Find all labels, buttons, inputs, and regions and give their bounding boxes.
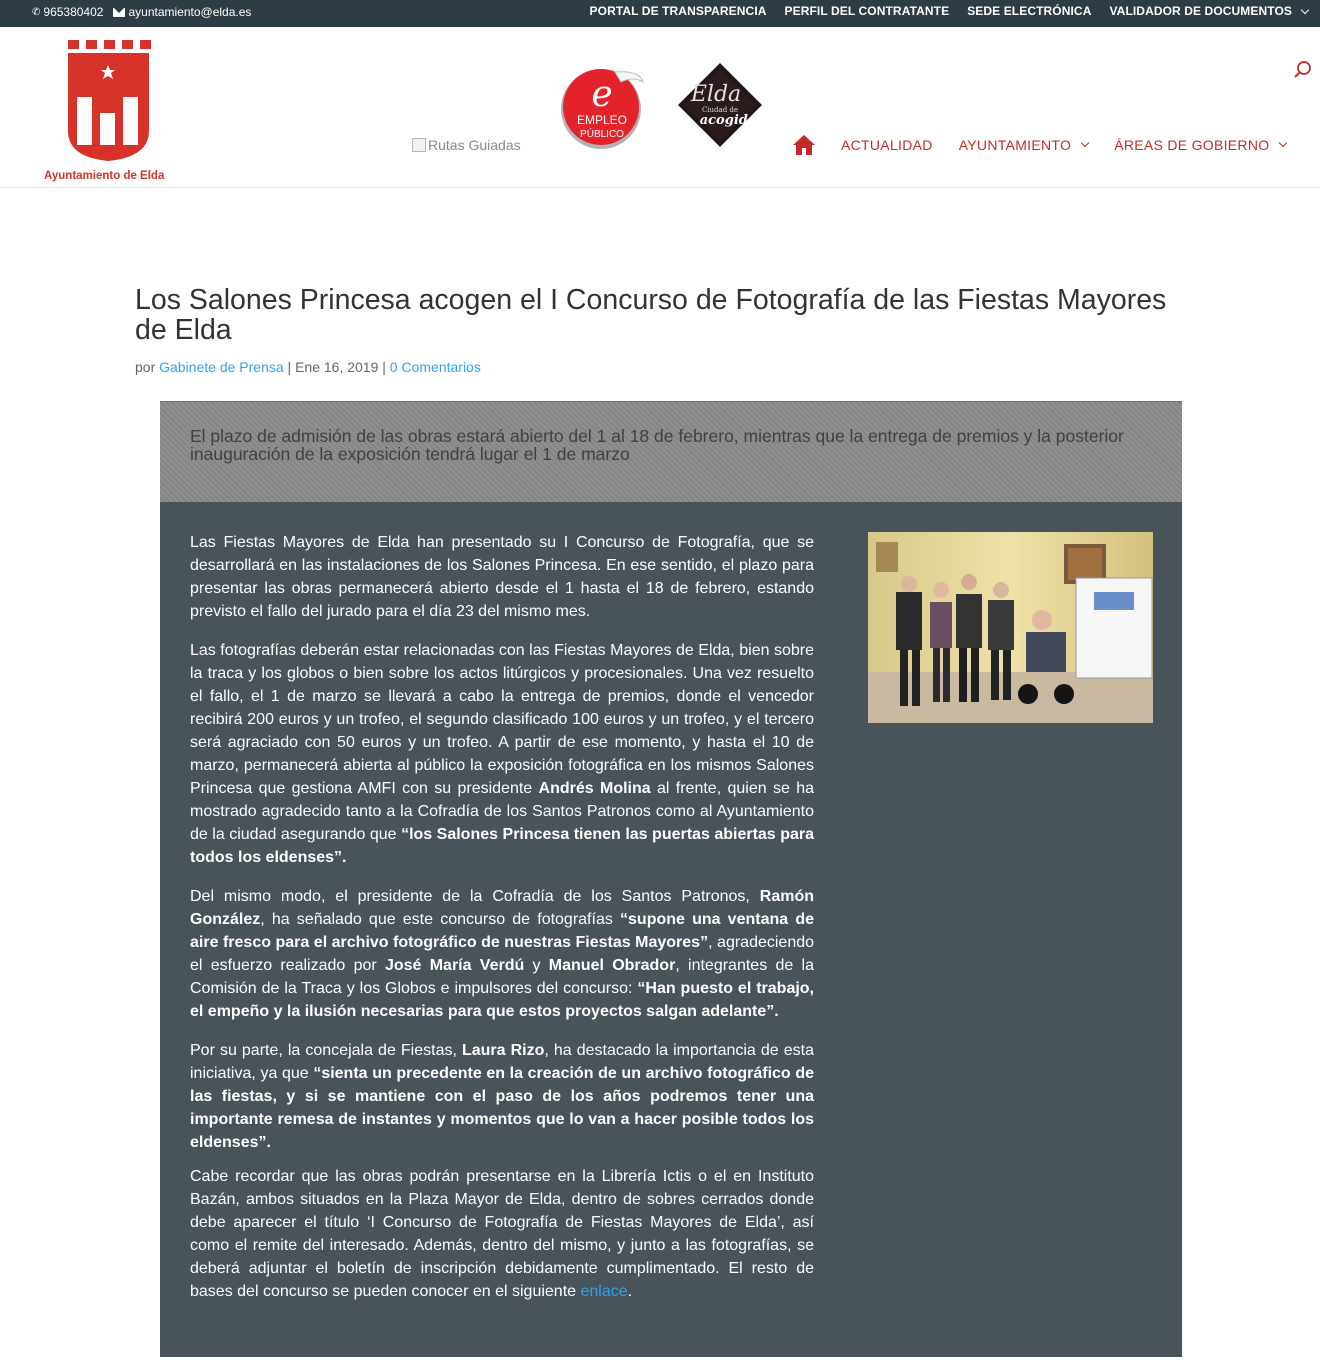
paragraph-3: Del mismo modo, el presidente de la Cofradía de los Santos Patronos, Ramón González, ha señalado que este concurso de fotografías “supone una ventana de aire fresco para el archivo fotográfico de nuestras Fiestas Mayores”, agradeciendo el esfuerzo realizado por José María Verdú y Manuel Obrador, integrantes de la Comisión de la Traca y los Globos e impulsores del concurso: “Han puesto el trabajo, el empeño y la ilusión necesarias para que estos proyectos salgan adelante”. — [190, 888, 815, 1020]
comments-link[interactable]: 0 Comentarios — [389, 359, 481, 375]
acogida-line2: Ciudad de — [701, 106, 739, 114]
nav-ayuntamiento-label: AYUNTAMIENTO — [958, 137, 1072, 153]
top-nav — [590, 0, 1308, 22]
empleo-line1: EMPLEO — [576, 113, 628, 127]
paragraph-1: Las Fiestas Mayores de Elda han presentado su I Concurso de Fotografía, que se desarrollará en las instalaciones de los Salones Princesa. En ese sentido, el plazo para presentar las obras permanecerá abierto desde el 1 hasta el 18 de febrero, estando previsto el fallo del jurado para el día 23 del mismo mes. — [190, 534, 814, 620]
svg-text:e: e — [591, 74, 613, 115]
phone-contact[interactable] — [32, 5, 103, 19]
meta-separator: | — [382, 359, 390, 375]
subhead-text: El plazo de admisión de las obras estará abierto del 1 al 18 de febrero, mientras que la entrega de premios y la posterior inauguración de la exposición tendrá lugar el 1 de marzo — [190, 426, 1124, 464]
ayuntamiento-logo[interactable] — [42, 39, 177, 185]
paragraph-5: Cabe recordar que las obras podrán presentarse en la Librería Ictis o el en Instituto Bazán, ambos situados en la Plaza Mayor de Elda, dentro de sobres cerrados donde debe aparecer el título ‘I Concurso de Fotografía de Fiestas Mayores de Elda’, así como el remite del interesado. Además, dentro del mismo, y junto a las fotografías, se deberá adjuntar el boletín de inscripción debidamente cumplimentado. El resto de bases del concurso se pueden conocer en el siguiente enlace. — [190, 1168, 814, 1300]
paragraph-2: Las fotografías deberán estar relacionadas con las Fiestas Mayores de Elda, bien sobre la traca y los globos o bien sobre los actos litúrgicos y procesionales. Una vez resuelto el fallo, el 1 de marzo se llevará a cabo la entrega de premios, donde el vencedor recibirá 200 euros y un trofeo, el segundo clasificado 100 euros y un trofeo, y el tercero será agraciado con 50 euros y un trofeo. A partir de ese momento, y hasta el 10 de marzo, permanecerá abierta al público la exposición fotográfica en los mismos Salones Princesa que gestiona AMFI con su presidente Andrés Molina al frente, quien se ha mostrado agradecido tanto a la Cofradía de los Santos Patronos como al Ayuntamiento de la ciudad asegurando que “los Salones Princesa tienen las puertas abiertas para todos los eldenses”. — [190, 642, 814, 866]
article-card — [160, 401, 1182, 1357]
article-date: Ene 16, 2019 — [295, 359, 379, 375]
phone-number: 965380402 — [43, 5, 104, 19]
link-portal-transparencia[interactable]: PORTAL DE TRANSPARENCIA — [589, 4, 767, 18]
email-address: ayuntamiento@elda.es — [128, 5, 252, 19]
rutas-guiadas-link[interactable] — [412, 137, 521, 153]
nav-ayuntamiento[interactable] — [959, 137, 1089, 153]
mail-icon — [113, 8, 125, 17]
home-icon[interactable] — [792, 134, 816, 156]
email-contact[interactable] — [113, 5, 251, 19]
acogida-line1: Elda — [690, 82, 742, 107]
search-icon[interactable] — [1293, 60, 1313, 80]
logo-caption: Ayuntamiento de Elda — [44, 170, 165, 182]
contact-info — [32, 0, 251, 24]
link-sede-electronica[interactable]: SEDE ELECTRÓNICA — [967, 4, 1092, 18]
article-meta — [135, 359, 481, 375]
broken-image-icon — [412, 138, 426, 152]
article-body — [190, 531, 814, 1319]
enlace-link[interactable]: enlace — [580, 1283, 628, 1300]
empleo-publico-badge[interactable] — [555, 62, 649, 150]
ciudad-de-acogida-badge[interactable] — [676, 61, 764, 149]
top-bar — [0, 0, 1320, 27]
article-subhead — [160, 401, 1182, 502]
validador-label: VALIDADOR DE DOCUMENTOS — [1109, 4, 1292, 18]
author-link[interactable]: Gabinete de Prensa — [159, 359, 284, 375]
paragraph-4: Por su parte, la concejala de Fiestas, Laura Rizo, ha destacado la importancia de esta iniciativa, ya que “sienta un precedente en la creación de un archivo fotográfico de las fiestas, y si se mantiene con el paso de los años podremos tener una importante remesa de instantes y momentos que lo van a hacer posible todos los eldenses”. — [190, 1042, 815, 1151]
nav-areas-de-gobierno[interactable] — [1114, 137, 1286, 153]
link-validador-documentos[interactable] — [1109, 4, 1308, 18]
chevron-down-icon — [1081, 139, 1089, 147]
link-perfil-contratante[interactable]: PERFIL DEL CONTRATANTE — [784, 4, 950, 18]
main-nav — [792, 127, 1312, 163]
meta-by: por — [135, 359, 156, 375]
acogida-line3: acogida — [699, 113, 757, 128]
article-photo[interactable] — [868, 532, 1153, 723]
empleo-line2: PÚBLICO — [580, 129, 624, 140]
rutas-guiadas-alt: Rutas Guiadas — [428, 137, 521, 153]
meta-separator: | — [287, 359, 296, 375]
site-header — [0, 27, 1320, 188]
nav-actualidad[interactable]: ACTUALIDAD — [841, 137, 933, 153]
nav-areas-label: ÁREAS DE GOBIERNO — [1114, 137, 1270, 153]
chevron-down-icon — [1279, 139, 1287, 147]
chevron-down-icon — [1301, 5, 1309, 13]
phone-icon: ✆ — [32, 6, 41, 18]
article-title: Los Salones Princesa acogen el I Concurso de Fotografía de las Fiestas Mayores de Elda — [135, 284, 1167, 346]
